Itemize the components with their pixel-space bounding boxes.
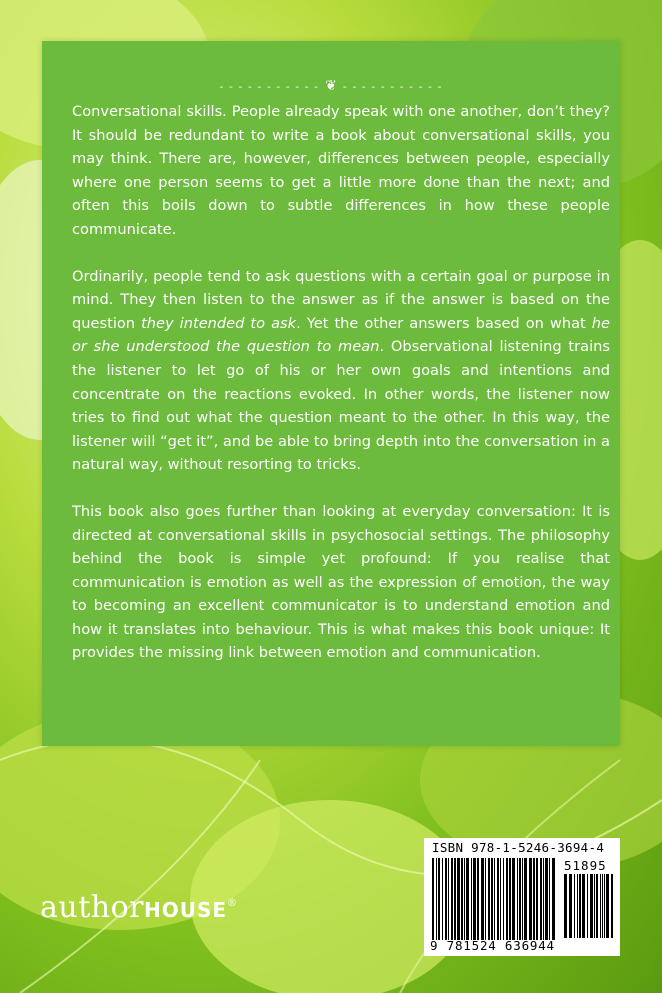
isbn-label: ISBN 978-1-5246-3694-4 <box>432 840 605 855</box>
ean-number: 9 781524 636944 <box>430 938 555 953</box>
publisher-logo: authorHOUSE® <box>40 890 238 925</box>
paragraph-1: Conversational skills. People already speak with one another, don’t they? It should be redundant to write a book about conversational skills, you may think. There are, however, differences between people, especially where one person seems to get a little more done than the next; and often this boils down to subtle differences in how these people communicate. <box>72 103 610 238</box>
ornament-divider: - - - - - - - - - - - ❦ - - - - - - - - - - - <box>219 78 443 94</box>
barcode-bars <box>432 858 558 940</box>
back-cover-panel <box>42 41 620 746</box>
price-code: 51895 <box>564 858 607 873</box>
fleuron-icon: ❦ <box>325 78 337 94</box>
blurb-text <box>72 100 610 688</box>
paragraph-2: Ordinarily, people tend to ask questions with a certain goal or purpose in mind. They then listen to the answer as if the answer is based on the question they intended to ask. Yet the other answers based on what he or she understood the question to mean. Observational listening trains the listener to let go of his or her own goals and intentions and concentrate on the reactions evoked. In other words, the listener now tries to find out what the question meant to the other. In this way, the listener will “get it”, and be able to bring depth into the conversation in a natural way, without resorting to tricks. <box>72 267 610 474</box>
isbn-barcode <box>424 838 620 956</box>
paragraph-3: This book also goes further than looking at everyday conversation: It is directed at conversational skills in psychosocial settings. The philosophy behind the book is simple yet profound: If you realise that communication is emotion as well as the expression of emotion, the way to becoming an excellent communicator is to understand emotion and how it translates into behaviour. This is what makes this book unique: It provides the missing link between emotion and communication. <box>72 502 610 662</box>
price-barcode-bars <box>564 874 614 938</box>
